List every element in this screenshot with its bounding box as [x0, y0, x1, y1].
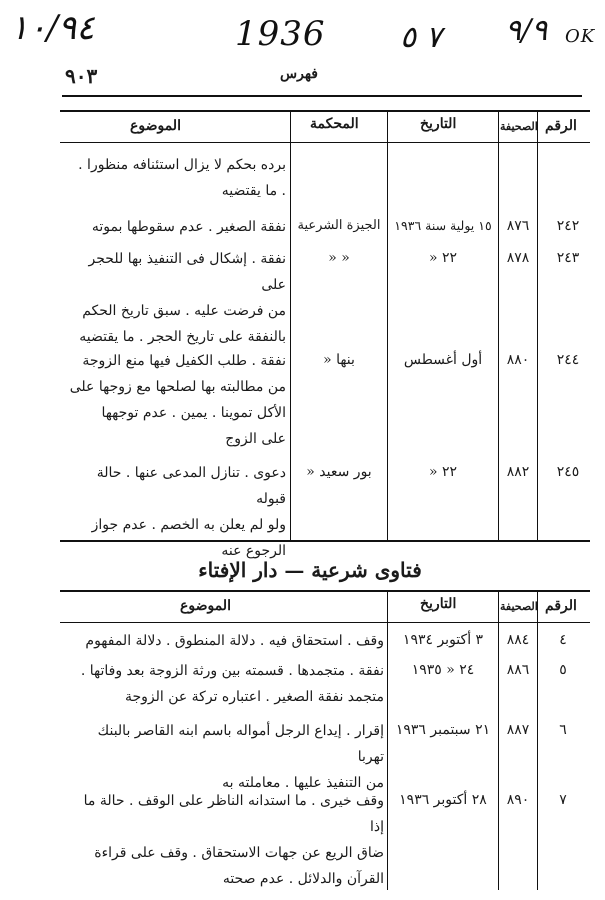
row-subject: نفقة . طلب الكفيل فيها منع الزوجة من مطالبته بها لصلحها مع زوجها على الأكل تموينا . يمين . عدم توجهها على الزوج: [69, 353, 286, 447]
row-page: ٨٨٦: [506, 662, 530, 678]
col-header-subject: الموضوع: [130, 118, 181, 134]
handwritten-mark: ٧ ٥: [400, 20, 442, 55]
col-header-number: الرقم: [545, 118, 577, 134]
handwritten-fraction: ٩/٩: [505, 13, 548, 48]
col-header-court: المحكمة: [310, 116, 359, 132]
row-date: أول أغسطس: [403, 352, 483, 368]
row-page: ٨٨٠: [506, 352, 530, 368]
col-header-number: الرقم: [545, 598, 577, 614]
handwritten-note: ١٠/٩٤: [10, 8, 95, 48]
table1-header-rule: [60, 142, 590, 143]
row-date: ٢٤ « ١٩٣٥: [411, 662, 475, 678]
row-date: ٢١ سبتمبر ١٩٣٦: [395, 722, 491, 738]
row-page: ٨٨٢: [506, 464, 530, 480]
row-number: ٢٤٢: [556, 218, 580, 234]
col-header-page: الصحيفة: [500, 600, 538, 613]
row-page: ٨٧٨: [506, 250, 530, 266]
row-number: ٥: [559, 662, 567, 678]
row-date: ٢٨ أكتوبر ١٩٣٦: [399, 792, 487, 808]
row-court: الجيزة الشرعية: [297, 218, 381, 233]
row-number: ٤: [559, 632, 567, 648]
running-title: فهرس: [280, 66, 318, 82]
row-subject: وقف . استحقاق فيه . دلالة المنطوق . دلالة المفهوم: [85, 633, 384, 649]
row-subject: دعوى . تنازل المدعى عنها . حالة قبوله ولو لم يعلن به الخصم . عدم جواز الرجوع عنه: [91, 465, 286, 559]
row-number: ٧: [559, 792, 567, 808]
col-header-date: التاريخ: [420, 596, 457, 612]
row-court: بور سعيد «: [306, 464, 372, 480]
row-date: ٢٢ «: [428, 250, 458, 266]
row-number: ٢٤٥: [556, 464, 580, 480]
table2-header-rule: [60, 622, 590, 623]
page-number: ٩٠٣: [65, 64, 98, 88]
row-number: ٢٤٣: [556, 250, 580, 266]
handwritten-ok: OK: [565, 26, 596, 47]
row-court: بنها «: [323, 352, 355, 368]
row-page: ٨٧٦: [506, 218, 530, 234]
row-court: « «: [328, 250, 350, 266]
row-subject: نفقة . متجمدها . قسمته بين ورثة الزوجة بعد وفاتها . متجمد نفقة الصغير . اعتباره تركة عن الزوجة: [80, 663, 384, 705]
row-subject: نفقة الصغير . عدم سقوطها بموته: [91, 219, 286, 235]
header-rule: [62, 95, 582, 97]
table2-top-rule: [60, 590, 590, 592]
row-subject: وقف خيرى . ما استدانه الناظر على الوقف . حالة ما إذا ضاق الريع عن جهات الاستحقاق . وقف على قراءة القرآن والدلائل . عدم صحته: [83, 793, 384, 887]
handwritten-year: 1936: [235, 14, 326, 54]
col-header-subject: الموضوع: [180, 598, 231, 614]
row-subject: إقرار . إيداع الرجل أمواله باسم ابنه القاصر بالبنك تهربا من التنفيذ عليها . معاملته به: [97, 723, 384, 791]
table1-top-rule: [60, 110, 590, 112]
col-header-date: التاريخ: [420, 116, 457, 132]
section-title: فتاوى شرعية — دار الإفتاء: [198, 558, 422, 582]
row-date: ١٥ يولية سنة ١٩٣٦: [394, 218, 492, 233]
row-page: ٨٩٠: [506, 792, 530, 808]
col-header-page: الصحيفة: [500, 120, 538, 133]
row-page: ٨٨٧: [506, 722, 530, 738]
row-page: ٨٨٤: [506, 632, 530, 648]
row-date: ٣ أكتوبر ١٩٣٤: [402, 632, 484, 648]
table1-preface: برده بحكم لا يزال استئنافه منظورا . . ما يقتضيه: [78, 157, 286, 199]
row-date: ٢٢ «: [428, 464, 458, 480]
row-number: ٢٤٤: [556, 352, 580, 368]
row-number: ٦: [559, 722, 567, 738]
row-subject: نفقة . إشكال فى التنفيذ بها للحجر على من فرضت عليه . سبق تاريخ الحكم بالنفقة على تاريخ الحجر . ما يقتضيه: [79, 251, 286, 345]
